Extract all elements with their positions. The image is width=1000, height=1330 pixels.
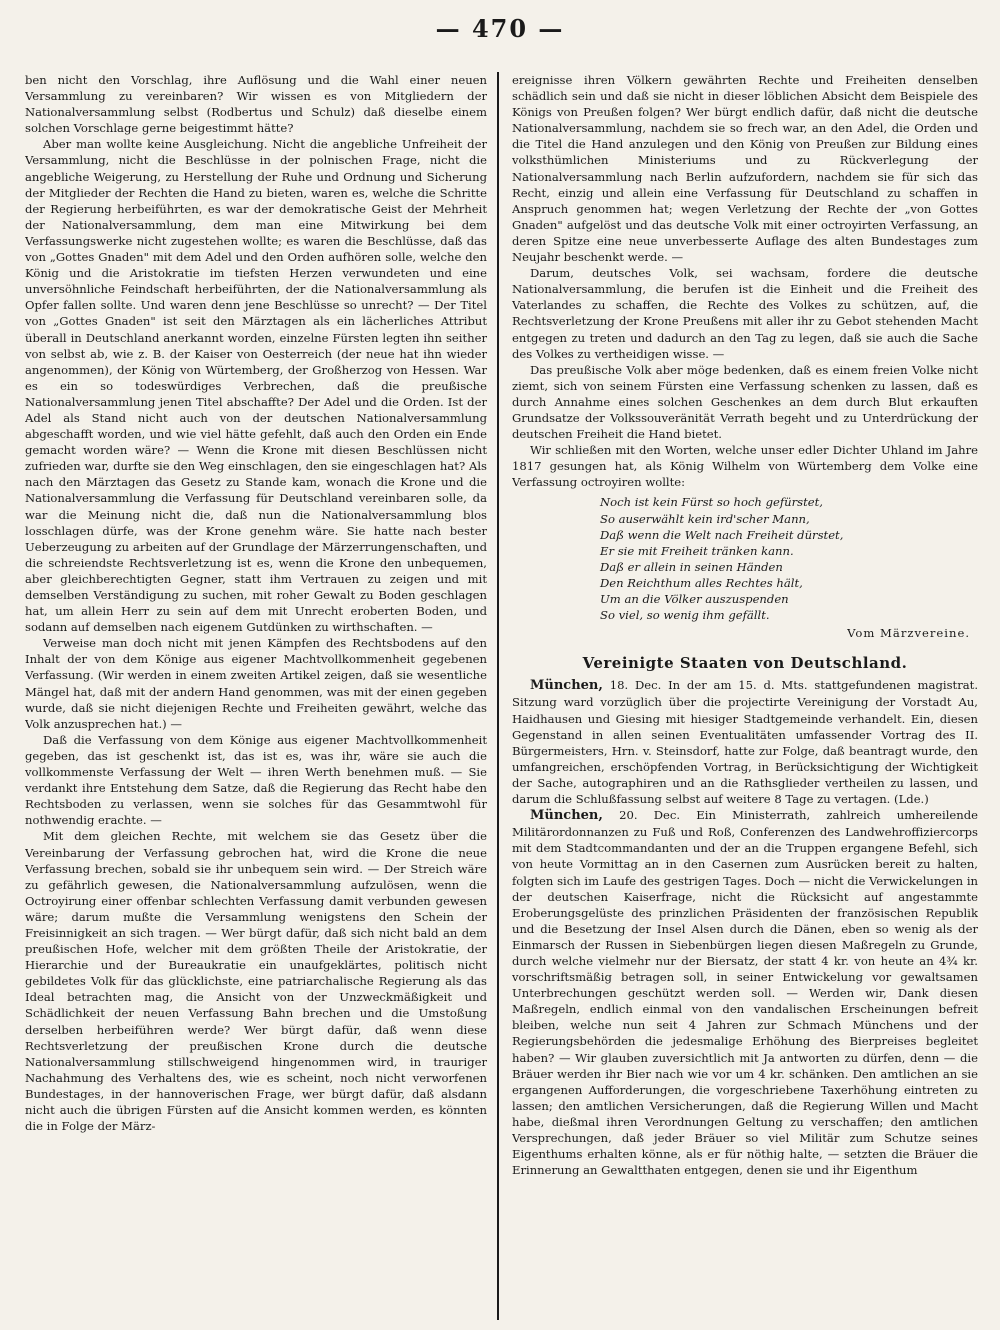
news-text: Ein Ministerrath, zahlreich umhereilende Militärordonnanzen zu Fuß und Roß, Conferenzen des Landwehroffiziercorps mit dem Stadtcommandanten und der an die Truppen ergangene Befehl, sich von heute Vormittag an in den Casernen zum Ausrücken bereit zu halten, folgten sich im Laufe des gestrigen Tages. Doch — nicht die Verwickelungen in der deutschen Kaiserfrage, nicht die Rücksicht auf angestammte Eroberungsgelüste des prinzlichen Präsidenten der französischen Republik und die Besetzung der Insel Alsen durch die Dänen, eben so wenig als der Einmarsch der Russen in Siebenbürgen liegen diesen Maßregeln zu Grunde, durch welche vielmehr nur der Biersatz, der statt 4 kr. von heute an 4¾ kr. vorschriftsmäßig betragen soll, in seiner Entwickelung vor gewaltsamen Unterbrechungen geschützt werden soll. — Werden wir, Dank diesen Maßregeln, endlich einmal von den vandalischen Erscheinungen befreit bleiben, welche nun seit 4 Jahren zur Schmach Münchens und der Regierungsbehörden die jedesmalige Erhöhung des Bierpreises begleitet haben? — Wir glauben zuversichtlich mit Ja antworten zu dürfen, denn — die Bräuer werden ihr Bier nach wie vor um 4 kr. schänken. Den amtlichen an sie ergangenen Aufforderungen, die vorgeschriebene Taxerhöhung eintreten zu lassen; den amtlichen Versicherungen, daß die Regierung Willen und Macht habe, dießmal ihren Verordnungen Geltung zu verschaffen; den amtlichen Versprechungen, daß jeder Bräuer so viel Militär zum Schutze seines Eigenthums erhalten könne, als er für nöthig halte, — setzten die Bräuer die Erinnerung an Gewaltthaten entgegen, denen sie und ihr Eigenthum (512, 808, 978, 1178)
poem-line: Er sie mit Freiheit tränken kann. (600, 543, 794, 558)
poem-line: So viel, so wenig ihm gefällt. (600, 608, 770, 623)
paragraph: Wir schließen mit den Worten, welche unser edler Dichter Uhland im Jahre 1817 gesungen hat, als König Wilhelm von Würtemberg dem Volke eine Verfassung octroyiren wollte: (512, 443, 978, 490)
news-date: 18. Dec. (609, 678, 662, 693)
poem-line: Den Reichthum alles Rechtes hält, (600, 575, 803, 590)
paragraph: ereignisse ihren Völkern gewährten Rechte und Freiheiten denselben schädlich sein und daß sie nicht in dieser löblichen Absicht dem Beispiele des Königs von Preußen folgen? Wer bürgt endlich dafür, daß nicht die deutsche Nationalversammlung, nachdem sie so frech war, an den Adel, die Orden und die Titel die Hand anzulegen und den König von Preußen zur Bildung eines volksthümlichen Ministeriums und zu Rückverlegung der Nationalversammlung nach Berlin aufzufordern, nachdem sie für sich das Recht, einzig und allein eine Verfassung für Deutschland zu schaffen in Anspruch genommen hat; wegen Verletzung der Rechte der „von Gottes Gnaden" aufgelöst und das deutsche Volk mit einer octroyirten Verfassung, an deren Spitze eine neue unverbesserte Auflage des alten Bundestages zum Neujahr beschenkt werde. — (512, 73, 978, 265)
news-text: In der am 15. d. Mts. stattgefundenen magistrat. Sitzung ward vorzüglich über die projectirte Vereinigung der Vorstadt Au, Haidhausen und Giesing mit hiesiger Stadtgemeinde verhandelt. Ein, diesen Gegenstand in allen seinen Eventualitäten umfassender Vortrag des II. Bürgermeisters, Hrn. v. Steinsdorf, hatte zur Folge, daß beantragt wurde, den umfangreichen, erschöpfenden Vortrag, in Berücksichtigung der Wichtigkeit der Sache, autographiren und an die Rathsglieder vertheilen zu lassen, und darum die Schlußfassung selbst auf weitere 8 Tage zu vertagen. (512, 678, 978, 807)
dateline: München, (530, 678, 603, 694)
left-column (25, 72, 487, 1322)
section-title: Vereinigte Staaten von Deutschland. (582, 654, 908, 673)
news-item (512, 807, 978, 1178)
poem-line: Daß wenn die Welt nach Freiheit dürstet, (600, 527, 844, 542)
paragraph: Verweise man doch nicht mit jenen Kämpfen des Rechtsbodens auf den Inhalt der von dem Könige aus eigener Machtvollkommenheit gegebenen Verfassung. (Wir werden in einem zweiten Artikel zeigen, daß sie wesentliche Mängel hat, daß mit der andern Hand genommen, was mit der einen gegeben wurde, daß sie nicht diejenigen Rechte und Freiheiten gewährt, welche das Volk anzusprechen hat.) — (25, 636, 487, 731)
poem (600, 494, 978, 623)
paragraph: Darum, deutsches Volk, sei wachsam, fordere die deutsche Nationalversammlung, die berufen ist die Einheit und die Freiheit des Vaterlandes zu schaffen, die Rechte des Volkes zu schützen, auf, die Rechtsverletzung der Krone Preußens mit aller ihr zu Gebot stehenden Macht entgegen zu treten und dadurch an den Tag zu legen, daß sie auch die Sache des Volkes zu vertheidigen wisse. — (512, 266, 978, 361)
news-item (512, 677, 978, 807)
right-column (512, 72, 978, 1322)
paragraph: Mit dem gleichen Rechte, mit welchem sie das Gesetz über die Vereinbarung der Verfassung gebrochen hat, wird die Krone die neue Verfassung brechen, sobald sie ihr unbequem sein wird. — Der Streich wäre zu gefährlich gewesen, die Nationalversammlung aufzulösen, wenn die Octroyirung einer offenbar schlechten Verfassung damit verbunden gewesen wäre; darum mußte die Versammlung wenigstens den Schein der Freisinnigkeit an sich tragen. — Wer bürgt dafür, daß sich nicht bald an dem preußischen Hofe, welcher mit dem größten Theile der Aristokratie, der Hierarchie und der Bureaukratie ein unaufgeklärtes, politisch nicht gebildetes Volk für das glücklichste, eine patriarchalische Regierung als das Ideal betrachten mag, die Ansicht von der Unzweckmäßigkeit und Schädlichkeit der neuen Verfassung Bahn brechen und die Umstoßung derselben herbeiführen werde? Wer bürgt dafür, daß wenn diese Rechtsverletzung der preußischen Krone durch die deutsche Nationalversammlung stillschweigend hingenommen wird, in trauriger Nachahmung des Verhaltens des, wie es scheint, noch nicht verworfenen Bundestages, in der hannoverischen Frage, wer bürgt dafür, daß alsdann nicht auch die übrigen Fürsten auf die Ansicht kommen werden, es könnten die in Folge der März- (25, 829, 487, 1134)
column-divider (497, 72, 499, 1320)
paragraph: Aber man wollte keine Ausgleichung. Nicht die angebliche Unfreiheit der Versammlung, nicht die Beschlüsse in der polnischen Frage, nicht die angebliche Weigerung, zu Herstellung der Ruhe und Ordnung und Sicherung der Mitglieder der Rechten die Hand zu bieten, waren es, welche die Schritte der Regierung herbeiführten, es war der demokratische Geist der Mehrheit der Nationalversammlung, dem man eine Mitwirkung bei dem Verfassungswerke nicht zugestehen wollte; es waren die Beschlüsse, daß das von „Gottes Gnaden" mit dem Adel und den Orden aufhören solle, welche den König und die Aristokratie im tiefsten Herzen verwundeten und eine unversöhnliche Feindschaft herbeiführten, der die Nationalversammlung als Opfer fallen sollte. Und waren denn jene Beschlüsse so unrecht? — Der Titel von „Gottes Gnaden" ist seit den Märztagen als ein lächerliches Attribut überall in Deutschland anerkannt worden, einzelne Fürsten legten ihn seither von selbst ab, wie z. B. der Kaiser von Oesterreich (der neue hat ihn wieder angenommen), der König von Würtemberg, der Großherzog von Hessen. War es ein so todeswürdiges Verbrechen, daß die preußische Nationalversammlung jenen Titel abschaffte? Der Adel und die Orden. Ist der Adel als Stand nicht auch von der deutschen Nationalversammlung abgeschafft worden, und wie viel hätte gefehlt, daß auch den Orden ein Ende gemacht worden wäre? — Wenn die Krone mit diesen Beschlüssen nicht zufrieden war, durfte sie den Weg einschlagen, den sie eingeschlagen hat? Als nach den Märztagen das Gesetz zu Stande kam, wonach die Krone und die Nationalversammlung die Verfassung für Deutschland vereinbaren solle, da war die Meinung nicht die, daß nun die Nationalversammlung blos losschlagen dürfe, was der Krone genehm wäre. Sie hatte nach bester Ueberzeugung zu arbeiten auf der Grundlage der Märzerrungenschaften, und die schreiendste Rechtsverletzung ist es, wenn die Krone den unbequemen, aber gleichberechtigten Gegner, statt ihm Vertrauen zu zeigen und mit demselben Verständigung zu suchen, mit roher Gewalt zu Boden geschlagen hat, um allein Herr zu sein auf dem mit Unrecht eroberten Boden, und sodann auf demselben nach eigenem Gutdünken zu wirthschaften. — (25, 137, 487, 635)
paragraph: Daß die Verfassung von dem Könige aus eigener Machtvollkommenheit gegeben, das ist geschenkt ist, das ist es, was ihr, wäre sie auch die vollkommenste Verfassung der Welt — ihren Werth benehmen muß. — Sie verdankt ihre Entstehung dem Satze, daß die Regierung das Recht habe den Rechtsboden zu verlassen, wenn sie solches für das Gesammtwohl für nothwendig erachte. — (25, 732, 487, 828)
paragraph: ben nicht den Vorschlag, ihre Auflösung und die Wahl einer neuen Versammlung zu vereinbaren? Wir wissen es von Mitgliedern der Nationalversammlung selbst (Rodbertus und Schulz) daß dieselbe einem solchen Vorschlage gerne beigestimmt hätte? (25, 73, 487, 136)
paragraph: Das preußische Volk aber möge bedenken, daß es einem freien Volke nicht ziemt, sich von seinem Fürsten eine Verfassung schenken zu lassen, daß es durch Annahme eines solchen Geschenkes an dem durch Blut erkauften Grundsatze der Volkssouveränität Verrath begeht und zu Unterdrückung der deutschen Freiheit die Hand bietet. (512, 362, 978, 442)
dateline: München, (530, 808, 603, 824)
news-source: (Lde.) (894, 792, 929, 807)
page-number: — 470 — (435, 14, 565, 43)
poem-line: Noch ist kein Fürst so hoch gefürstet, (600, 495, 823, 510)
poem-line: Um an die Völker auszuspenden (600, 592, 789, 606)
news-date: 20. Dec. (619, 808, 681, 823)
signature: Vom Märzvereine. (847, 626, 970, 641)
poem-line: Daß er allein in seinen Händen (600, 559, 783, 574)
poem-line: So auserwählt kein ird'scher Mann, (600, 511, 810, 526)
